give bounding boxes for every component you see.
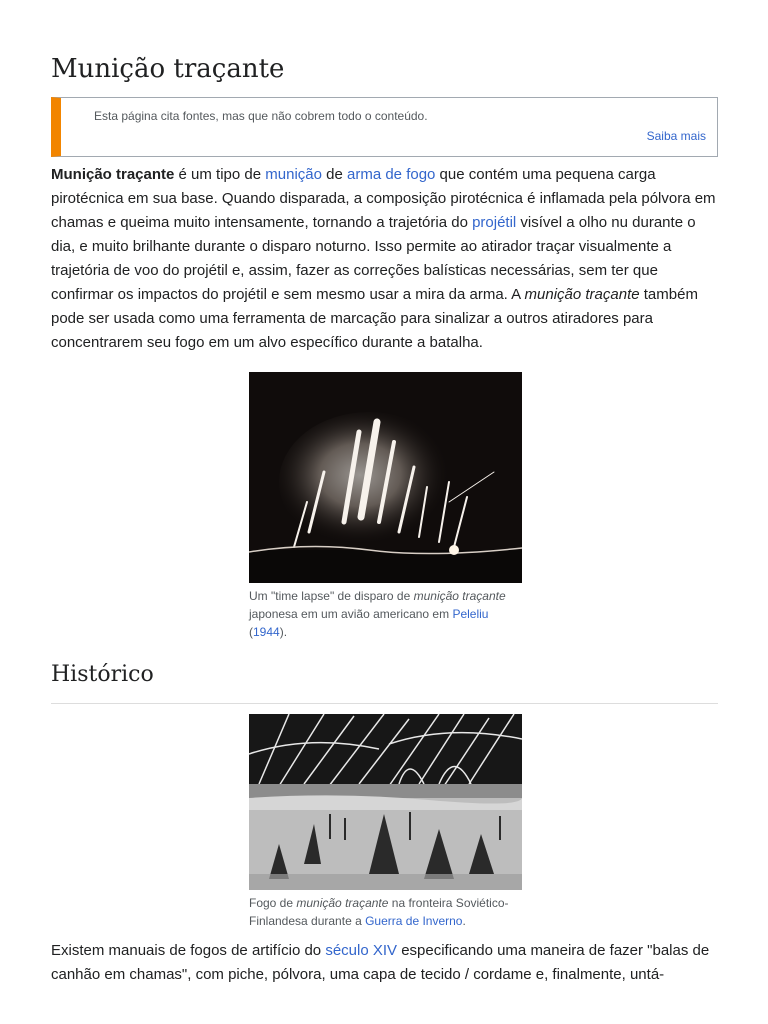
figure-peleliu [249, 372, 522, 641]
section-heading-historico: Histórico [51, 662, 154, 687]
caption-text: . [462, 914, 466, 928]
link-seculo-xiv[interactable]: século XIV [325, 942, 398, 959]
caption-italic: munição traçante [296, 896, 389, 910]
caption-text: ( [249, 625, 253, 639]
link-peleliu[interactable]: Peleliu [452, 607, 489, 621]
page-title: Munição traçante [51, 54, 285, 84]
tracer-winter-photo[interactable] [249, 714, 522, 890]
intro-text: de [321, 166, 347, 183]
history-paragraph [51, 939, 718, 987]
notice-text: Esta página cita fontes, mas que não cobrem todo o conteúdo. [94, 109, 428, 123]
link-arma-de-fogo[interactable]: arma de fogo [347, 166, 436, 183]
link-projetil[interactable]: projétil [472, 214, 517, 231]
section-divider [51, 703, 718, 704]
link-1944[interactable]: 1944 [253, 625, 280, 639]
tracer-night-photo[interactable] [249, 372, 522, 583]
caption-text: Um "time lapse" de disparo de [249, 589, 414, 603]
figure-winter-war-caption [249, 894, 522, 930]
learn-more-link[interactable]: Saiba mais [646, 129, 706, 143]
caption-text: Fogo de [249, 896, 297, 910]
intro-paragraph [51, 163, 718, 355]
caption-text: ). [279, 625, 288, 639]
caption-text: japonesa em um avião americano em [249, 607, 453, 621]
figure-winter-war [249, 714, 522, 930]
sources-notice-box [51, 97, 718, 157]
figure-peleliu-caption [249, 587, 522, 641]
intro-text: visível a olho nu durante o dia, e muito brilhante durante o disparo noturno. Isso permite ao atirador traçar visualmente a trajetória de voo do projétil e, assim, fazer as correções balísticas necessárias, sem ter que confirmar os impactos do projétil e sem mesmo usar a mira da arma. A [51, 214, 696, 303]
history-text: Existem manuais de fogos de artifício do [51, 942, 326, 959]
intro-text: que contém uma pequena carga pirotécnica em sua base. Quando disparada, a composição pirotécnica é inflamada pela pólvora em chamas e queima muito intensamente, tornando a trajetória do [51, 166, 716, 231]
intro-text: é um tipo de [174, 166, 266, 183]
history-text: especificando uma maneira de fazer "balas de canhão em chamas", com piche, pólvora, uma capa de tecido / cordame e, finalmente, untá- [51, 942, 710, 983]
intro-text: também pode ser usada como uma ferramenta de marcação para sinalizar a outros atiradores para concentrarem seu fogo em um alvo específico durante a batalha. [51, 286, 698, 351]
link-municao[interactable]: munição [265, 166, 322, 183]
caption-italic: munição traçante [413, 589, 506, 603]
intro-italic-term: munição traçante [524, 286, 640, 303]
intro-bold-term: Munição traçante [51, 166, 175, 183]
caption-text: na fronteira Soviético-Finlandesa durante a [249, 896, 509, 928]
link-guerra-de-inverno[interactable]: Guerra de Inverno [365, 914, 463, 928]
